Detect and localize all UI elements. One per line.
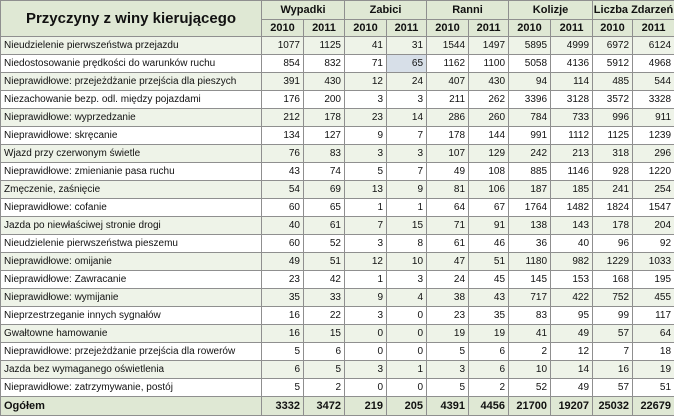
value-cell[interactable]: 185	[551, 181, 593, 199]
value-cell[interactable]: 16	[262, 325, 304, 343]
row-label[interactable]: Nieprawidłowe: wyprzedzanie	[1, 109, 262, 127]
row-label[interactable]: Nieprawidłowe: cofanie	[1, 199, 262, 217]
value-cell[interactable]: 71	[345, 55, 387, 73]
total-cell[interactable]: 21700	[509, 397, 551, 416]
table-row	[1, 379, 674, 397]
total-cell[interactable]: 19207	[551, 397, 593, 416]
value-cell[interactable]: 145	[509, 271, 551, 289]
value-cell[interactable]: 31	[387, 37, 427, 55]
value-cell[interactable]: 5	[345, 163, 387, 181]
row-label[interactable]: Nieprawidłowe: przejeżdżanie przejścia dla rowerów	[1, 343, 262, 361]
row-label[interactable]: Zmęczenie, zaśnięcie	[1, 181, 262, 199]
value-cell[interactable]: 3	[345, 145, 387, 163]
value-cell[interactable]: 35	[469, 307, 509, 325]
group-header-wypadki[interactable]: Wypadki	[262, 1, 345, 20]
value-cell[interactable]: 65	[387, 55, 427, 73]
value-cell[interactable]: 3128	[551, 91, 593, 109]
value-cell[interactable]: 391	[262, 73, 304, 91]
value-cell[interactable]: 61	[427, 235, 469, 253]
value-cell[interactable]: 1239	[633, 127, 674, 145]
value-cell[interactable]: 0	[387, 343, 427, 361]
value-cell[interactable]: 1162	[427, 55, 469, 73]
value-cell[interactable]: 7	[387, 127, 427, 145]
value-cell[interactable]: 71	[427, 217, 469, 235]
value-cell[interactable]: 16	[593, 361, 633, 379]
value-cell[interactable]: 45	[469, 271, 509, 289]
value-cell[interactable]: 422	[551, 289, 593, 307]
value-cell[interactable]: 23	[427, 307, 469, 325]
value-cell[interactable]: 52	[304, 235, 345, 253]
year-header[interactable]: 2010	[427, 20, 469, 37]
value-cell[interactable]: 14	[551, 361, 593, 379]
table-title[interactable]: Przyczyny z winy kierującego	[1, 1, 262, 37]
table-row	[1, 253, 674, 271]
value-cell[interactable]: 242	[509, 145, 551, 163]
year-header[interactable]: 2010	[345, 20, 387, 37]
value-cell[interactable]: 3328	[633, 91, 674, 109]
value-cell[interactable]: 19	[469, 325, 509, 343]
total-label[interactable]: Ogółem	[1, 397, 262, 416]
row-label[interactable]: Jazda bez wymaganego oświetlenia	[1, 361, 262, 379]
row-label[interactable]: Niezachowanie bezp. odl. między pojazdami	[1, 91, 262, 109]
value-cell[interactable]: 6124	[633, 37, 674, 55]
value-cell[interactable]: 61	[304, 217, 345, 235]
value-cell[interactable]: 67	[469, 199, 509, 217]
value-cell[interactable]: 6	[262, 361, 304, 379]
value-cell[interactable]: 60	[262, 235, 304, 253]
value-cell[interactable]: 1229	[593, 253, 633, 271]
value-cell[interactable]: 64	[427, 199, 469, 217]
value-cell[interactable]: 42	[304, 271, 345, 289]
row-label[interactable]: Gwałtowne hamowanie	[1, 325, 262, 343]
value-cell[interactable]: 996	[593, 109, 633, 127]
value-cell[interactable]: 296	[633, 145, 674, 163]
row-label[interactable]: Nieprawidłowe: wymijanie	[1, 289, 262, 307]
value-cell[interactable]: 1497	[469, 37, 509, 55]
value-cell[interactable]: 3	[387, 145, 427, 163]
value-cell[interactable]: 3	[345, 307, 387, 325]
value-cell[interactable]: 178	[427, 127, 469, 145]
value-cell[interactable]: 16	[262, 307, 304, 325]
value-cell[interactable]: 5	[262, 343, 304, 361]
value-cell[interactable]: 3572	[593, 91, 633, 109]
year-header[interactable]: 2011	[633, 20, 674, 37]
value-cell[interactable]: 153	[551, 271, 593, 289]
value-cell[interactable]: 1	[345, 271, 387, 289]
value-cell[interactable]: 4968	[633, 55, 674, 73]
value-cell[interactable]: 49	[262, 253, 304, 271]
row-label[interactable]: Nieudzielenie pierwszeństwa pieszemu	[1, 235, 262, 253]
value-cell[interactable]: 784	[509, 109, 551, 127]
value-cell[interactable]: 2	[304, 379, 345, 397]
value-cell[interactable]: 6	[304, 343, 345, 361]
value-cell[interactable]: 60	[262, 199, 304, 217]
value-cell[interactable]: 1112	[551, 127, 593, 145]
year-header[interactable]: 2010	[509, 20, 551, 37]
value-cell[interactable]: 254	[633, 181, 674, 199]
table-body	[1, 37, 674, 397]
value-cell[interactable]: 1	[345, 199, 387, 217]
value-cell[interactable]: 5058	[509, 55, 551, 73]
value-cell[interactable]: 0	[387, 379, 427, 397]
value-cell[interactable]: 7	[345, 217, 387, 235]
value-cell[interactable]: 47	[427, 253, 469, 271]
value-cell[interactable]: 1	[387, 199, 427, 217]
value-cell[interactable]: 51	[469, 253, 509, 271]
value-cell[interactable]: 3	[387, 91, 427, 109]
value-cell[interactable]: 51	[633, 379, 674, 397]
value-cell[interactable]: 1764	[509, 199, 551, 217]
group-header-row	[1, 1, 674, 20]
value-cell[interactable]: 9	[345, 127, 387, 145]
value-cell[interactable]: 6972	[593, 37, 633, 55]
value-cell[interactable]: 1544	[427, 37, 469, 55]
value-cell[interactable]: 24	[387, 73, 427, 91]
table-row	[1, 37, 674, 55]
value-cell[interactable]: 6	[469, 343, 509, 361]
value-cell[interactable]: 260	[469, 109, 509, 127]
value-cell[interactable]: 108	[469, 163, 509, 181]
value-cell[interactable]: 64	[633, 325, 674, 343]
table-row	[1, 55, 674, 73]
value-cell[interactable]: 54	[262, 181, 304, 199]
value-cell[interactable]: 51	[304, 253, 345, 271]
value-cell[interactable]: 1824	[593, 199, 633, 217]
value-cell[interactable]: 10	[387, 253, 427, 271]
value-cell[interactable]: 832	[304, 55, 345, 73]
value-cell[interactable]: 22	[304, 307, 345, 325]
value-cell[interactable]: 4999	[551, 37, 593, 55]
value-cell[interactable]: 36	[509, 235, 551, 253]
value-cell[interactable]: 195	[633, 271, 674, 289]
value-cell[interactable]: 57	[593, 325, 633, 343]
value-cell[interactable]: 5	[427, 379, 469, 397]
value-cell[interactable]: 106	[469, 181, 509, 199]
value-cell[interactable]: 114	[551, 73, 593, 91]
value-cell[interactable]: 96	[593, 235, 633, 253]
value-cell[interactable]: 3	[387, 271, 427, 289]
value-cell[interactable]: 178	[304, 109, 345, 127]
value-cell[interactable]: 23	[262, 271, 304, 289]
total-cell[interactable]: 3332	[262, 397, 304, 416]
row-label[interactable]: Nieprawidłowe: omijanie	[1, 253, 262, 271]
value-cell[interactable]: 1482	[551, 199, 593, 217]
value-cell[interactable]: 211	[427, 91, 469, 109]
table-row	[1, 217, 674, 235]
value-cell[interactable]: 5895	[509, 37, 551, 55]
value-cell[interactable]: 0	[345, 343, 387, 361]
value-cell[interactable]: 1547	[633, 199, 674, 217]
table-row	[1, 145, 674, 163]
value-cell[interactable]: 204	[633, 217, 674, 235]
value-cell[interactable]: 99	[593, 307, 633, 325]
value-cell[interactable]: 33	[304, 289, 345, 307]
year-header[interactable]: 2011	[304, 20, 345, 37]
value-cell[interactable]: 200	[304, 91, 345, 109]
group-header-kolizje[interactable]: Kolizje	[509, 1, 593, 20]
value-cell[interactable]: 178	[593, 217, 633, 235]
value-cell[interactable]: 1077	[262, 37, 304, 55]
table-row	[1, 91, 674, 109]
value-cell[interactable]: 12	[551, 343, 593, 361]
table-row	[1, 109, 674, 127]
year-header[interactable]: 2011	[551, 20, 593, 37]
value-cell[interactable]: 262	[469, 91, 509, 109]
value-cell[interactable]: 911	[633, 109, 674, 127]
value-cell[interactable]: 733	[551, 109, 593, 127]
value-cell[interactable]: 0	[387, 307, 427, 325]
value-cell[interactable]: 4	[387, 289, 427, 307]
value-cell[interactable]: 187	[509, 181, 551, 199]
value-cell[interactable]: 212	[262, 109, 304, 127]
value-cell[interactable]: 0	[387, 325, 427, 343]
value-cell[interactable]: 0	[345, 379, 387, 397]
value-cell[interactable]: 24	[427, 271, 469, 289]
value-cell[interactable]: 43	[469, 289, 509, 307]
total-cell[interactable]: 205	[387, 397, 427, 416]
value-cell[interactable]: 3	[345, 235, 387, 253]
total-cell[interactable]: 25032	[593, 397, 633, 416]
value-cell[interactable]: 9	[387, 181, 427, 199]
value-cell[interactable]: 49	[551, 325, 593, 343]
value-cell[interactable]: 138	[509, 217, 551, 235]
value-cell[interactable]: 752	[593, 289, 633, 307]
value-cell[interactable]: 430	[304, 73, 345, 91]
value-cell[interactable]: 76	[262, 145, 304, 163]
year-header[interactable]: 2010	[262, 20, 304, 37]
value-cell[interactable]: 43	[262, 163, 304, 181]
value-cell[interactable]: 12	[345, 253, 387, 271]
value-cell[interactable]: 3	[345, 91, 387, 109]
table-row	[1, 181, 674, 199]
value-cell[interactable]: 6	[469, 361, 509, 379]
value-cell[interactable]: 991	[509, 127, 551, 145]
table-row	[1, 73, 674, 91]
value-cell[interactable]: 455	[633, 289, 674, 307]
table-row	[1, 163, 674, 181]
value-cell[interactable]: 83	[509, 307, 551, 325]
value-cell[interactable]: 1033	[633, 253, 674, 271]
value-cell[interactable]: 485	[593, 73, 633, 91]
value-cell[interactable]: 107	[427, 145, 469, 163]
value-cell[interactable]: 7	[593, 343, 633, 361]
row-label[interactable]: Nieprawidłowe: zmienianie pasa ruchu	[1, 163, 262, 181]
value-cell[interactable]: 38	[427, 289, 469, 307]
value-cell[interactable]: 19	[427, 325, 469, 343]
value-cell[interactable]: 134	[262, 127, 304, 145]
total-cell[interactable]: 4456	[469, 397, 509, 416]
table-row	[1, 361, 674, 379]
row-label[interactable]: Nieprzestrzeganie innych sygnałów	[1, 307, 262, 325]
value-cell[interactable]: 74	[304, 163, 345, 181]
value-cell[interactable]: 4136	[551, 55, 593, 73]
value-cell[interactable]: 5	[262, 379, 304, 397]
row-label[interactable]: Jazda po niewłaściwej stronie drogi	[1, 217, 262, 235]
group-header-liczba-zdarzen[interactable]: Liczba Zdarzeń	[593, 1, 674, 20]
value-cell[interactable]: 5	[427, 343, 469, 361]
value-cell[interactable]: 241	[593, 181, 633, 199]
value-cell[interactable]: 49	[427, 163, 469, 181]
value-cell[interactable]: 854	[262, 55, 304, 73]
value-cell[interactable]: 1220	[633, 163, 674, 181]
value-cell[interactable]: 3	[427, 361, 469, 379]
value-cell[interactable]: 213	[551, 145, 593, 163]
value-cell[interactable]: 5912	[593, 55, 633, 73]
value-cell[interactable]: 35	[262, 289, 304, 307]
value-cell[interactable]: 40	[262, 217, 304, 235]
value-cell[interactable]: 49	[551, 379, 593, 397]
year-header[interactable]: 2011	[387, 20, 427, 37]
value-cell[interactable]: 65	[304, 199, 345, 217]
row-label[interactable]: Nieprawidłowe: skręcanie	[1, 127, 262, 145]
value-cell[interactable]: 885	[509, 163, 551, 181]
value-cell[interactable]: 1180	[509, 253, 551, 271]
value-cell[interactable]: 57	[593, 379, 633, 397]
value-cell[interactable]: 1125	[593, 127, 633, 145]
value-cell[interactable]: 46	[469, 235, 509, 253]
value-cell[interactable]: 41	[345, 37, 387, 55]
value-cell[interactable]: 407	[427, 73, 469, 91]
value-cell[interactable]: 2	[509, 343, 551, 361]
row-label[interactable]: Niedostosowanie prędkości do warunków ruchu	[1, 55, 262, 73]
value-cell[interactable]: 544	[633, 73, 674, 91]
value-cell[interactable]: 3396	[509, 91, 551, 109]
value-cell[interactable]: 95	[551, 307, 593, 325]
value-cell[interactable]: 52	[509, 379, 551, 397]
year-header[interactable]: 2010	[593, 20, 633, 37]
value-cell[interactable]: 12	[345, 73, 387, 91]
row-label[interactable]: Nieprawidłowe: zatrzymywanie, postój	[1, 379, 262, 397]
value-cell[interactable]: 23	[345, 109, 387, 127]
value-cell[interactable]: 1146	[551, 163, 593, 181]
year-header[interactable]: 2011	[469, 20, 509, 37]
value-cell[interactable]: 18	[633, 343, 674, 361]
table-row	[1, 127, 674, 145]
value-cell[interactable]: 1125	[304, 37, 345, 55]
value-cell[interactable]: 143	[551, 217, 593, 235]
value-cell[interactable]: 127	[304, 127, 345, 145]
value-cell[interactable]: 117	[633, 307, 674, 325]
group-header-zabici[interactable]: Zabici	[345, 1, 427, 20]
total-cell[interactable]: 219	[345, 397, 387, 416]
table-row	[1, 325, 674, 343]
group-header-ranni[interactable]: Ranni	[427, 1, 509, 20]
value-cell[interactable]: 5	[304, 361, 345, 379]
value-cell[interactable]: 19	[633, 361, 674, 379]
row-label[interactable]: Wjazd przy czerwonym świetle	[1, 145, 262, 163]
value-cell[interactable]: 318	[593, 145, 633, 163]
value-cell[interactable]: 717	[509, 289, 551, 307]
table-row	[1, 271, 674, 289]
table-row	[1, 343, 674, 361]
value-cell[interactable]: 15	[387, 217, 427, 235]
table-row	[1, 289, 674, 307]
value-cell[interactable]: 176	[262, 91, 304, 109]
value-cell[interactable]: 40	[551, 235, 593, 253]
value-cell[interactable]: 982	[551, 253, 593, 271]
total-cell[interactable]: 4391	[427, 397, 469, 416]
value-cell[interactable]: 129	[469, 145, 509, 163]
value-cell[interactable]: 8	[387, 235, 427, 253]
value-cell[interactable]: 15	[304, 325, 345, 343]
value-cell[interactable]: 144	[469, 127, 509, 145]
value-cell[interactable]: 81	[427, 181, 469, 199]
value-cell[interactable]: 0	[345, 325, 387, 343]
value-cell[interactable]: 2	[469, 379, 509, 397]
total-cell[interactable]: 22679	[633, 397, 674, 416]
table-row	[1, 235, 674, 253]
value-cell[interactable]: 94	[509, 73, 551, 91]
value-cell[interactable]: 69	[304, 181, 345, 199]
value-cell[interactable]: 1100	[469, 55, 509, 73]
row-label[interactable]: Nieprawidłowe: przejeżdżanie przejścia dla pieszych	[1, 73, 262, 91]
value-cell[interactable]: 41	[509, 325, 551, 343]
value-cell[interactable]: 9	[345, 289, 387, 307]
value-cell[interactable]: 91	[469, 217, 509, 235]
value-cell[interactable]: 14	[387, 109, 427, 127]
row-label[interactable]: Nieprawidłowe: Zawracanie	[1, 271, 262, 289]
value-cell[interactable]: 83	[304, 145, 345, 163]
value-cell[interactable]: 13	[345, 181, 387, 199]
value-cell[interactable]: 286	[427, 109, 469, 127]
value-cell[interactable]: 1	[387, 361, 427, 379]
value-cell[interactable]: 168	[593, 271, 633, 289]
value-cell[interactable]: 7	[387, 163, 427, 181]
value-cell[interactable]: 92	[633, 235, 674, 253]
total-cell[interactable]: 3472	[304, 397, 345, 416]
table-row	[1, 199, 674, 217]
row-label[interactable]: Nieudzielenie pierwszeństwa przejazdu	[1, 37, 262, 55]
value-cell[interactable]: 928	[593, 163, 633, 181]
value-cell[interactable]: 3	[345, 361, 387, 379]
value-cell[interactable]: 10	[509, 361, 551, 379]
value-cell[interactable]: 430	[469, 73, 509, 91]
total-row	[1, 397, 674, 416]
table-row	[1, 307, 674, 325]
